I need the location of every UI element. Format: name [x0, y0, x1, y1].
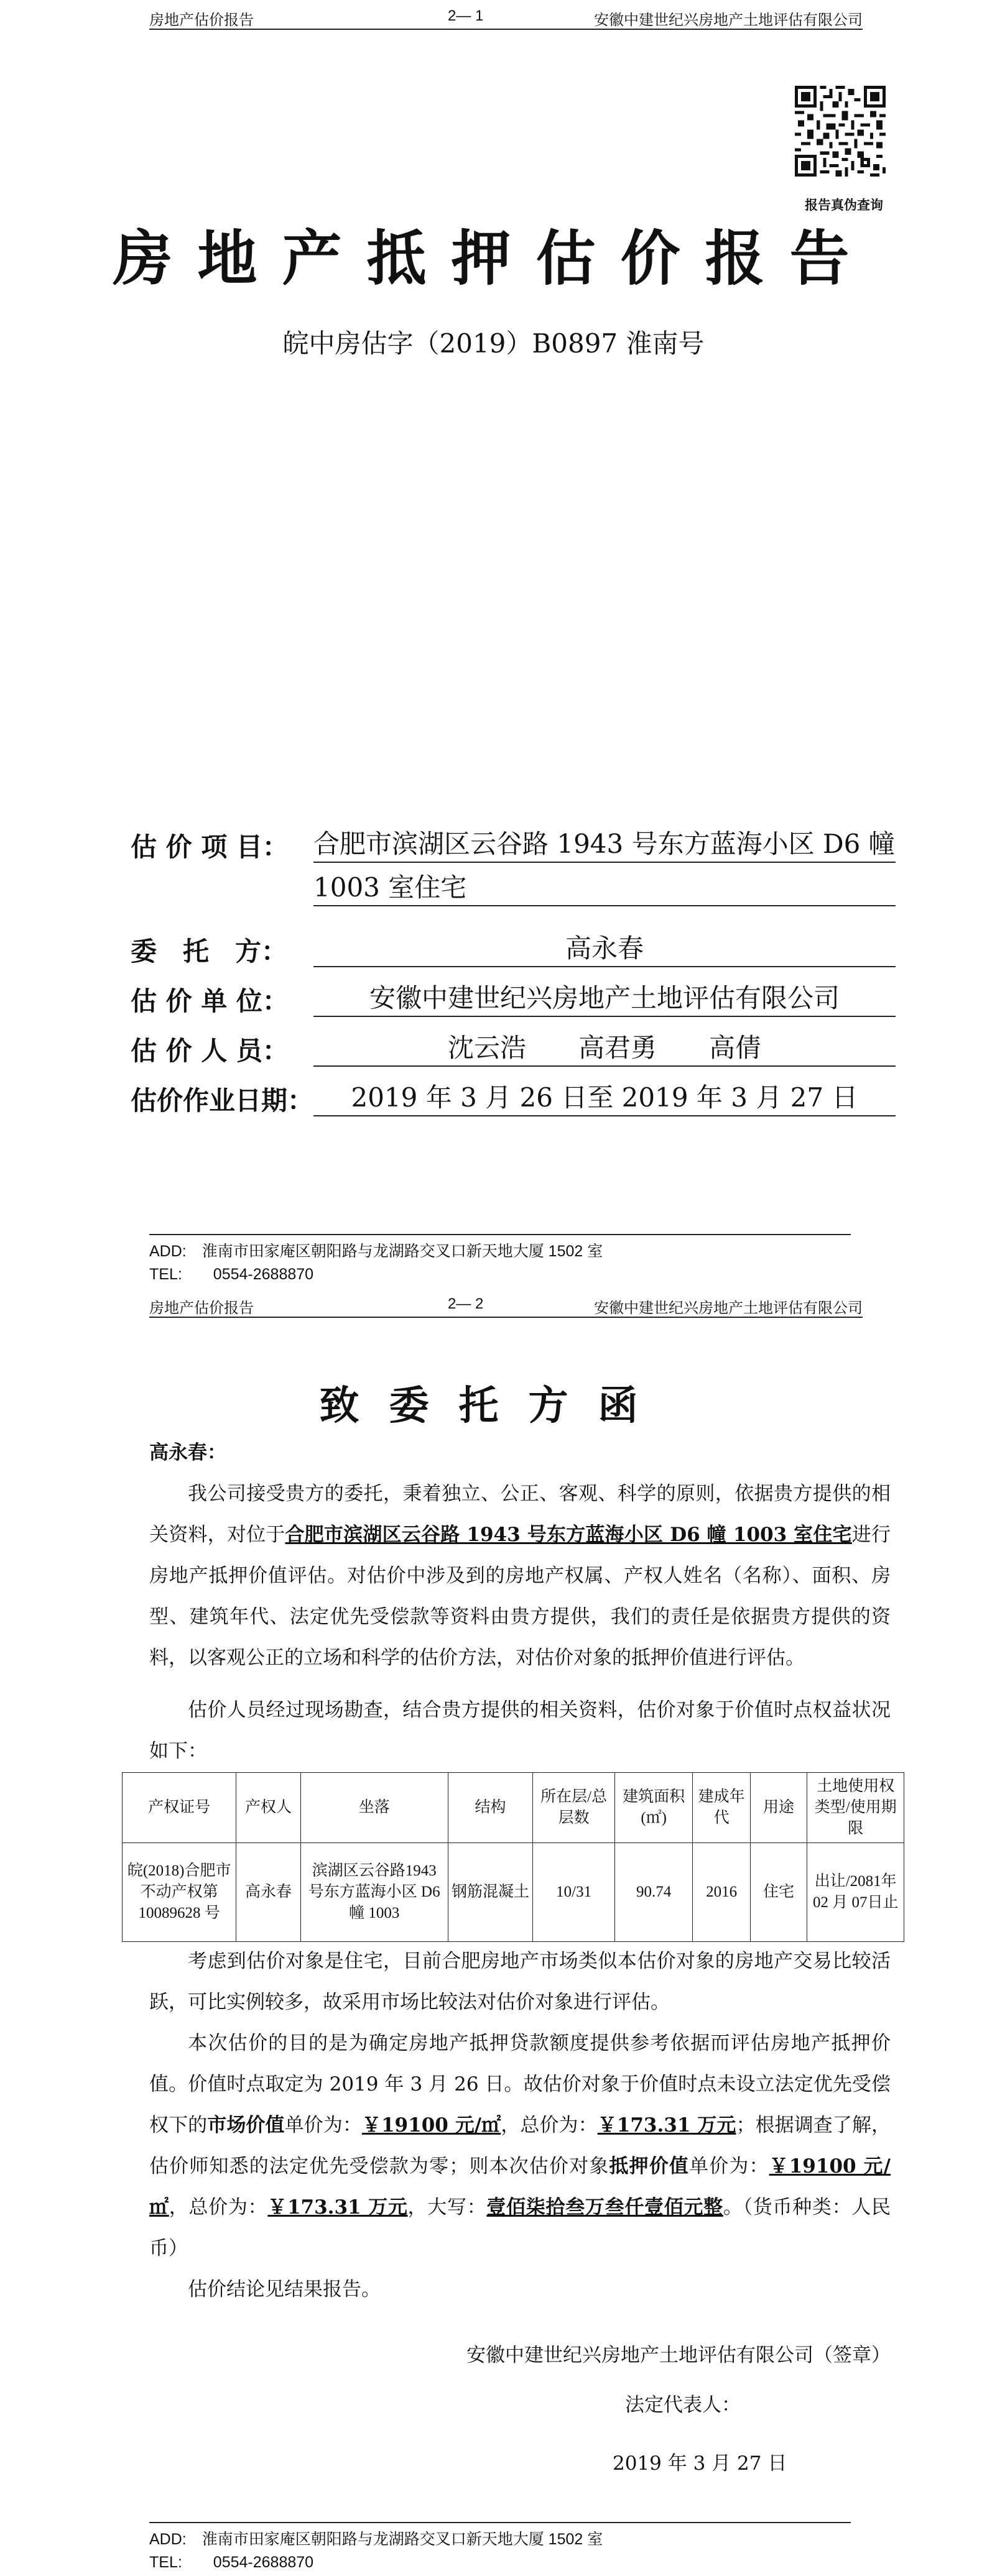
- property-address: 合肥市滨湖区云谷路 1943 号东方蓝海小区 D6 幢 1003 室住宅: [285, 1524, 852, 1546]
- letter-paragraph-2: 估价人员经过现场勘查，结合贵方提供的相关资料，估价对象于价值时点权益状况如下：: [149, 1699, 891, 1762]
- table-cell: 滨湖区云谷路1943 号东方蓝海小区 D6 幢 1003: [300, 1843, 448, 1942]
- table-header: 用途: [750, 1773, 807, 1843]
- mortgage-total-price: ￥173.31 万元: [267, 2196, 408, 2219]
- mortgage-value-label: 抵押价值: [609, 2155, 689, 2178]
- page-header: [149, 1288, 863, 1318]
- letter-paragraph-5: 估价结论见结果报告。: [188, 2278, 381, 2301]
- field-label: 估 价 项 目：: [131, 832, 289, 862]
- footer-tel: TEL: 0554-2688870: [149, 2554, 314, 2571]
- paragraph-text: 单价为：: [284, 2114, 362, 2137]
- qr-code-icon[interactable]: [795, 86, 886, 177]
- table-header: 建筑面积(㎡): [614, 1773, 693, 1843]
- market-total-price: ￥173.31 万元: [597, 2114, 736, 2137]
- table-header: 建成年代: [693, 1773, 750, 1843]
- field-label: 估 价 人 员：: [131, 1036, 289, 1066]
- table-cell: 90.74: [614, 1843, 693, 1942]
- paragraph-text: 单价为：: [689, 2155, 769, 2178]
- table-cell: 10/31: [533, 1843, 615, 1942]
- field-value: 高永春: [313, 931, 896, 967]
- paragraph-text: ，总价为：: [169, 2196, 268, 2219]
- header-company: 安徽中建世纪兴房地产土地评估有限公司: [594, 1300, 863, 1317]
- letter-paragraph-1: [149, 1473, 891, 1678]
- footer-divider: [149, 2522, 851, 2523]
- paragraph-text: 。（货币种类：人民币）: [149, 2196, 891, 2260]
- header-company: 安徽中建世纪兴房地产土地评估有限公司: [594, 12, 863, 29]
- footer-tel: TEL: 0554-2688870: [149, 1266, 314, 1283]
- table-header: 坐落: [300, 1773, 448, 1843]
- report-title: 房地产抵押估价报告: [113, 223, 874, 293]
- field-label: 估 价 单 位：: [131, 986, 289, 1016]
- field-value: 安徽中建世纪兴房地产土地评估有限公司: [313, 981, 896, 1017]
- letter-paragraph-3: 考虑到估价对象是住宅，目前合肥房地产市场类似本估价对象的房地产交易比较活跃，可比实例较多，故采用市场比较法对估价对象进行评估。: [149, 1950, 891, 2013]
- paragraph-text: ，总价为：: [501, 2114, 598, 2137]
- table-header: 土地使用权类型/使用期限: [807, 1773, 904, 1843]
- table-row: [123, 1843, 904, 1942]
- letter-title: 致委托方函: [319, 1382, 668, 1429]
- table-header: 所在层/总层数: [533, 1773, 615, 1843]
- signature-representative: 法定代表人：: [625, 2394, 741, 2416]
- letter-paragraph-4: [149, 2023, 891, 2269]
- paragraph-text: 进行房地产抵押价值评估。对估价中涉及到的房地产权属、产权人姓名（名称）、面积、房型、建筑年代、法定优先受偿款等资料由贵方提供，我们的责任是依据贵方提供的资料，以客观公正的立场和科学的估价方法，对估价对象的抵押价值进行评估。: [149, 1524, 891, 1669]
- market-value-label: 市场价值: [207, 2114, 285, 2137]
- table-cell: 高永春: [236, 1843, 300, 1942]
- table-header: 结构: [448, 1773, 533, 1843]
- table-cell: 住宅: [750, 1843, 807, 1942]
- table-cell: 钢筋混凝土: [448, 1843, 533, 1942]
- table-header: 产权人: [236, 1773, 300, 1843]
- paragraph-text: 本次估价的目的是为确定房地产抵押贷款额度提供参考依据而评估房地产抵押价值。价值时点取定为 2019 年 3 月 26 日。故估价对象于价值时点未设立法定优先受偿权下的: [149, 2032, 891, 2137]
- header-left: 房地产估价报告: [149, 12, 254, 29]
- property-rights-table: [122, 1772, 904, 1942]
- paragraph-text: 我公司接受贵方的委托，秉着独立、公正、客观、科学的原则，依据贵方提供的相关资料，对位于: [149, 1483, 891, 1546]
- field-value: 2019 年 3 月 26 日至 2019 年 3 月 27 日: [313, 1080, 896, 1116]
- table-cell: 出让/2081年 02 月 07日止: [807, 1843, 904, 1942]
- market-unit-price: ￥19100 元/㎡: [361, 2114, 501, 2137]
- table-cell: 2016: [693, 1843, 750, 1942]
- mortgage-unit-price: ￥19100 元/㎡: [149, 2155, 891, 2219]
- footer-divider: [149, 1234, 851, 1235]
- field-value: 合肥市滨湖区云谷路 1943 号东方蓝海小区 D6 幢: [313, 827, 896, 863]
- footer-address: ADD: 淮南市田家庵区朝阳路与龙湖路交叉口新天地大厦 1502 室: [149, 2531, 603, 2548]
- field-value: 沈云浩 高君勇 高倩: [313, 1031, 896, 1067]
- header-page-number: 2— 1: [448, 7, 484, 24]
- table-cell: 皖(2018)合肥市不动产权第10089628 号: [123, 1843, 236, 1942]
- field-label: 委 托 方：: [131, 936, 288, 967]
- paragraph-text: ；根据调查了解，估价师知悉的法定优先受偿款为零；则本次估价对象: [149, 2114, 891, 2178]
- signature-date: 2019 年 3 月 27 日: [613, 2452, 787, 2475]
- total-in-words: 壹佰柒拾叁万叁仟壹佰元整: [486, 2196, 723, 2219]
- header-left: 房地产估价报告: [149, 1300, 254, 1317]
- qr-caption: 报告真伪查询: [805, 198, 883, 213]
- field-value-line2: 1003 室住宅: [313, 870, 896, 906]
- field-label: 估价作业日期：: [131, 1085, 314, 1116]
- table-header: 产权证号: [123, 1773, 236, 1843]
- signature-company: 安徽中建世纪兴房地产土地评估有限公司（签章）: [466, 2344, 891, 2367]
- page-header: [149, 0, 863, 30]
- report-number: 皖中房估字（2019）B0897 淮南号: [282, 328, 705, 359]
- paragraph-text: ，大写：: [407, 2196, 487, 2219]
- salutation: 高永春：: [149, 1442, 226, 1464]
- header-page-number: 2— 2: [448, 1295, 484, 1312]
- table-header-row: [123, 1773, 904, 1843]
- footer-address: ADD: 淮南市田家庵区朝阳路与龙湖路交叉口新天地大厦 1502 室: [149, 1243, 603, 1260]
